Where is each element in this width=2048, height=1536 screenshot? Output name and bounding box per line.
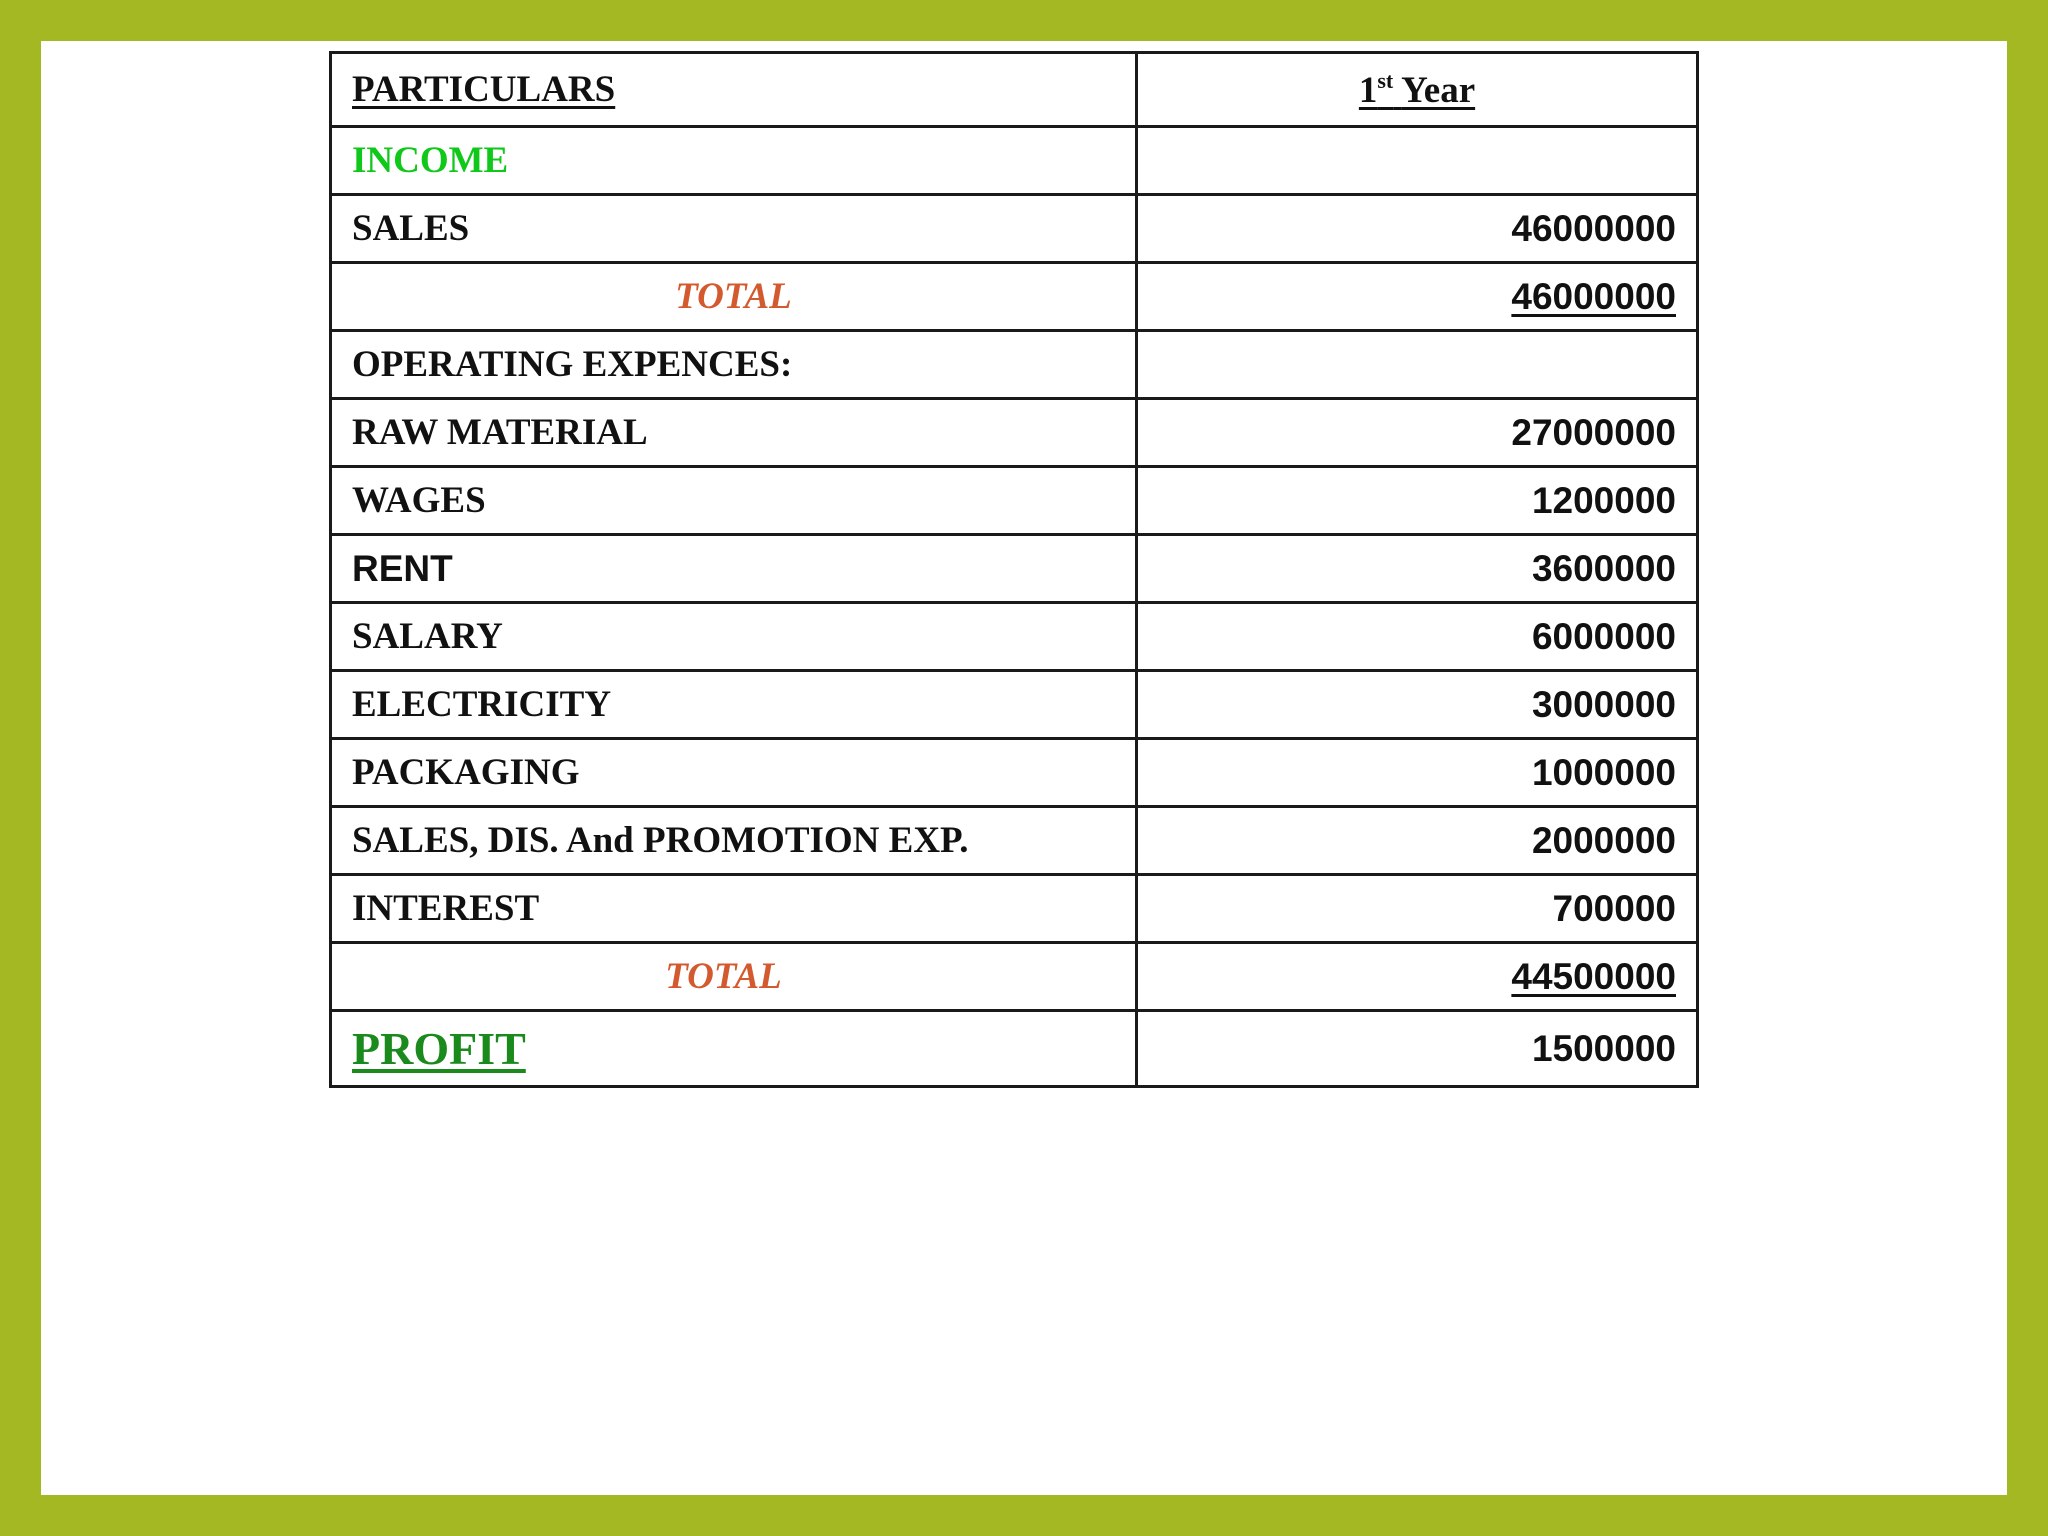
expense-row-raw-material xyxy=(331,399,1698,467)
expense-row-electricity xyxy=(331,671,1698,739)
operating-value-cell xyxy=(1137,331,1698,399)
expense-label: INTEREST xyxy=(352,888,540,929)
expense-row-wages xyxy=(331,467,1698,535)
sales-value: 46000000 xyxy=(1137,195,1698,263)
expense-value: 700000 xyxy=(1137,875,1698,943)
expense-value: 3600000 xyxy=(1137,535,1698,603)
expense-value: 6000000 xyxy=(1137,603,1698,671)
profit-label: PROFIT xyxy=(352,1023,526,1074)
profit-value: 1500000 xyxy=(1137,1011,1698,1087)
expense-label: PACKAGING xyxy=(352,752,580,793)
operating-heading-row xyxy=(331,331,1698,399)
header-particulars: PARTICULARS xyxy=(352,69,616,110)
header-year xyxy=(1358,67,1476,111)
income-label-cell xyxy=(331,127,1137,195)
expense-row-promotion xyxy=(331,807,1698,875)
expense-total-value: 44500000 xyxy=(1511,955,1676,997)
profit-label-cell xyxy=(331,1011,1137,1087)
expense-row-packaging xyxy=(331,739,1698,807)
operating-label: OPERATING EXPENCES: xyxy=(352,344,793,385)
income-label: INCOME xyxy=(352,140,509,181)
expense-total-row xyxy=(331,943,1698,1011)
income-total-label: TOTAL xyxy=(331,263,1137,331)
expense-row-salary xyxy=(331,603,1698,671)
expense-label: RAW MATERIAL xyxy=(352,412,648,453)
expense-label-cell xyxy=(331,535,1137,603)
sales-label-cell xyxy=(331,195,1137,263)
expense-label: SALES, DIS. And PROMOTION EXP. xyxy=(352,820,969,861)
expense-value: 27000000 xyxy=(1137,399,1698,467)
income-value-cell xyxy=(1137,127,1698,195)
expense-label: ELECTRICITY xyxy=(352,684,612,725)
income-total-value-cell xyxy=(1137,263,1698,331)
expense-label: WAGES xyxy=(352,480,486,521)
expense-value: 1000000 xyxy=(1137,739,1698,807)
header-year-word: Year xyxy=(1401,69,1476,111)
expense-value: 3000000 xyxy=(1137,671,1698,739)
expense-value: 1200000 xyxy=(1137,467,1698,535)
table-header-row xyxy=(331,53,1698,127)
expense-total-value-cell xyxy=(1137,943,1698,1011)
expense-row-rent xyxy=(331,535,1698,603)
expense-label-cell xyxy=(331,739,1137,807)
expense-label-cell xyxy=(331,671,1137,739)
expense-value: 2000000 xyxy=(1137,807,1698,875)
expense-row-interest xyxy=(331,875,1698,943)
header-particulars-cell xyxy=(331,53,1137,127)
expense-label-cell xyxy=(331,399,1137,467)
expense-label: RENT xyxy=(352,547,453,589)
profit-statement-table xyxy=(329,51,1699,1088)
expense-label-cell xyxy=(331,807,1137,875)
profit-row xyxy=(331,1011,1698,1087)
sales-row xyxy=(331,195,1698,263)
header-year-suffix: st xyxy=(1377,67,1394,93)
operating-label-cell xyxy=(331,331,1137,399)
expense-label-cell xyxy=(331,875,1137,943)
income-heading-row xyxy=(331,127,1698,195)
income-total-value: 46000000 xyxy=(1511,275,1676,317)
header-year-cell xyxy=(1137,53,1698,127)
slide xyxy=(41,41,2007,1495)
sales-label: SALES xyxy=(352,208,470,249)
expense-label: SALARY xyxy=(352,616,503,657)
income-total-row xyxy=(331,263,1698,331)
header-year-number: 1 xyxy=(1358,69,1378,111)
expense-label-cell xyxy=(331,467,1137,535)
expense-total-label: TOTAL xyxy=(331,943,1137,1011)
expense-label-cell xyxy=(331,603,1137,671)
